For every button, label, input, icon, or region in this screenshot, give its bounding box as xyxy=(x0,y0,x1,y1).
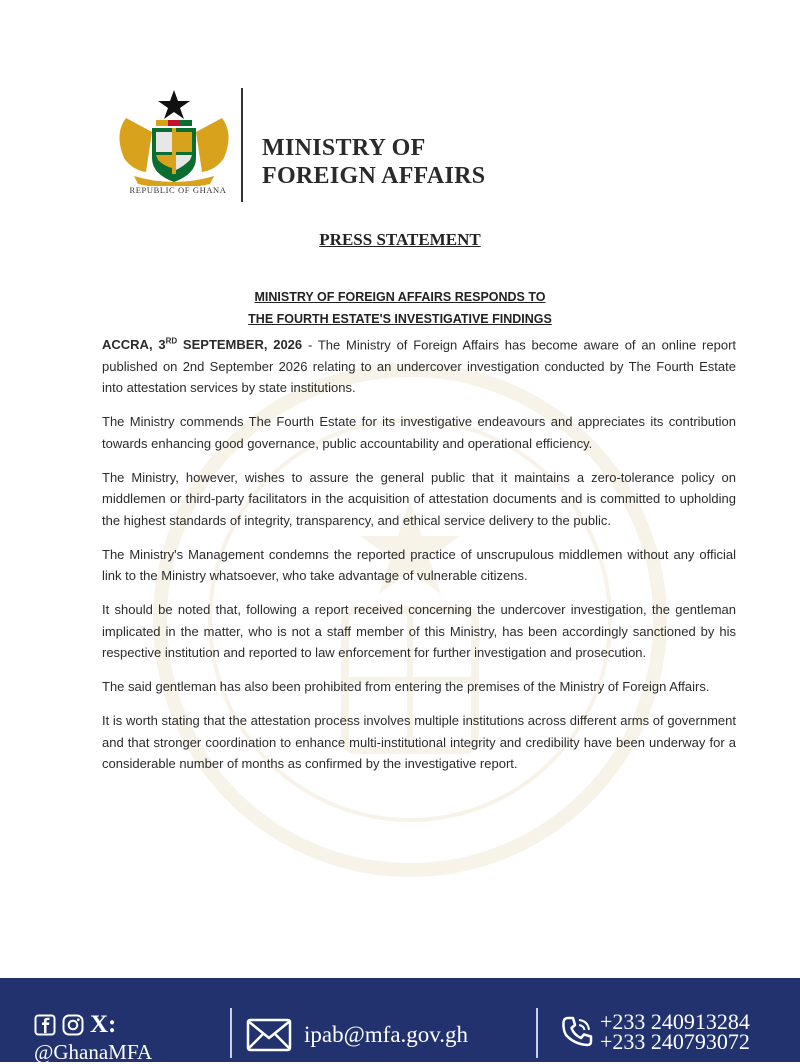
phone-number-2[interactable]: +233 240793072 xyxy=(600,1029,750,1054)
footer-divider-2 xyxy=(536,1008,538,1058)
x-social-label: X: xyxy=(90,1011,117,1038)
document-type-heading: PRESS STATEMENT xyxy=(319,230,481,249)
coat-of-arms-icon xyxy=(112,88,236,186)
phone-block xyxy=(560,1009,750,1054)
dateline-ordinal: RD xyxy=(165,337,178,346)
envelope-icon xyxy=(246,1018,292,1052)
facebook-icon[interactable] xyxy=(34,1014,56,1036)
statement-headline xyxy=(0,286,800,330)
emblem-caption: REPUBLIC OF GHANA xyxy=(129,185,227,195)
contact-footer xyxy=(0,978,800,1062)
phone-number-1[interactable]: +233 240913284 xyxy=(600,1009,750,1034)
social-icons-row xyxy=(34,1012,152,1038)
phone-numbers xyxy=(600,1009,750,1054)
paragraph-1 xyxy=(102,331,736,399)
phone-icon xyxy=(560,1015,594,1049)
paragraph-7: It is worth stating that the attestation process involves multiple institutions across different arms of government and that stronger coordination to enhance multi-institutional integrity and credibility have been underway for a considerable number of months as confirmed by the investigative report. xyxy=(102,713,736,772)
headline-line2: THE FOURTH ESTATE'S INVESTIGATIVE FINDINGS xyxy=(248,312,552,326)
ministry-name xyxy=(262,134,485,190)
paragraph-1-text: - The Ministry of Foreign Affairs has become aware of an online report published on 2nd September 2026 relating to an undercover investigation conducted by The Fourth Estate into attestation services by state institutions. xyxy=(102,337,737,396)
ministry-name-line1: MINISTRY OF xyxy=(262,135,426,161)
email-block xyxy=(246,1018,468,1052)
dateline xyxy=(102,337,302,352)
dateline-date: SEPTEMBER, 2026 xyxy=(177,337,303,353)
dateline-city: ACCRA, 3 xyxy=(102,337,166,353)
email-address[interactable]: ipab@mfa.gov.gh xyxy=(304,1022,469,1047)
paragraph-6: The said gentleman has also been prohibited from entering the premises of the Ministry of Foreign Affairs. xyxy=(102,679,710,695)
paragraph-3: The Ministry, however, wishes to assure the general public that it maintains a zero-tolerance policy on middlemen or third-party facilitators in the acquisition of attestation documents and is committed to upholding the highest standards of integrity, transparency, and ethical service delivery to the public. xyxy=(102,469,736,528)
statement-body xyxy=(102,331,736,787)
social-block xyxy=(34,1012,152,1064)
headline-line1: MINISTRY OF FOREIGN AFFAIRS RESPONDS TO xyxy=(254,290,546,304)
paragraph-4: The Ministry's Management condemns the reported practice of unscrupulous middlemen without any official link to the Ministry whatsoever, who take advantage of vulnerable citizens. xyxy=(102,546,736,584)
paragraph-2: The Ministry commends The Fourth Estate for its investigative endeavours and appreciates its contribution towards enhancing good governance, public accountability and operational efficiency. xyxy=(102,414,736,451)
header-divider xyxy=(241,88,243,202)
instagram-icon[interactable] xyxy=(62,1014,84,1036)
paragraph-5: It should be noted that, following a report received concerning the undercover investigation, the gentleman implicated in the matter, who is not a staff member of this Ministry, has been accordingly sanctioned by his respective institution and reported to law enforcement for further investigation and prosecution. xyxy=(102,602,736,661)
social-handle[interactable]: @GhanaMFA xyxy=(34,1040,153,1064)
footer-divider xyxy=(230,1008,232,1058)
ministry-name-line2: FOREIGN AFFAIRS xyxy=(262,163,486,189)
letterhead xyxy=(100,88,720,208)
